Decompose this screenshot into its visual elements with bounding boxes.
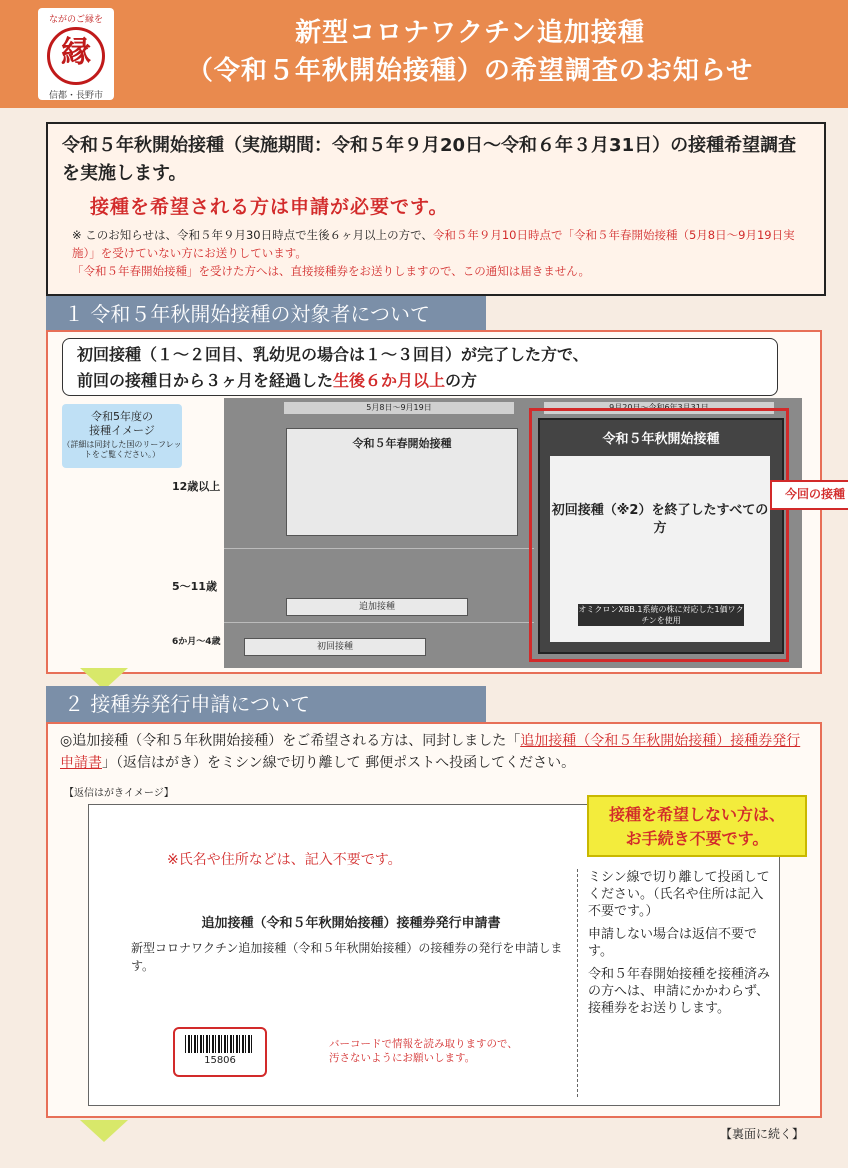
target-suffix: の方 [445, 371, 478, 390]
barcode [173, 1027, 267, 1077]
section-1-title: １ 令和５年秋開始接種の対象者について [46, 296, 486, 332]
notice-heading: 令和５年秋開始接種（実施期間：令和５年９月20日～令和６年３月31日）の接種希望調査を実施します。 [62, 135, 797, 184]
barcode-note-a: バーコードで情報を読み取りますので、 [329, 1038, 518, 1050]
yellow-line-2: お手続き不要です。 [625, 829, 769, 848]
barcode-icon [185, 1035, 253, 1053]
age-6m-4: 6か月～4歳 [172, 637, 221, 647]
instr-b: 」（返信はがき）をミシン線で切り離して 郵便ポストへ投函してください。 [102, 755, 576, 771]
image-callout [62, 404, 182, 468]
barcode-note [329, 1037, 518, 1065]
title-line-2: （令和５年秋開始接種）の希望調査のお知らせ [186, 56, 754, 86]
header-band [0, 0, 848, 108]
period-right: 9月20日～令和6年3月31日 [544, 402, 774, 414]
lane-divider [224, 548, 534, 549]
autumn-highlight-frame [529, 408, 789, 662]
target-line-1: 初回接種（１～２回目、乳幼児の場合は１～３回目）が完了した方で、 [77, 345, 589, 364]
page-title [150, 14, 790, 90]
section-2-title: ２ 接種券発行申請について [46, 686, 486, 722]
spring-box [286, 428, 518, 536]
vaccination-diagram [172, 398, 802, 668]
autumn-main: 初回接種（※2）を終了したすべての方 [551, 503, 769, 536]
target-text: 前回の接種日から３ヶ月を経過した [77, 371, 334, 390]
section-1-box [46, 330, 845, 674]
lane-divider [224, 622, 534, 623]
side-note-b: 申請しない場合は返信不要です。 [588, 927, 758, 959]
note-part-b: 令和５年９月10日時点で「令和５年春開始接種（5月8日～9月19日実施）」を受けていない方にお送りしています。 [72, 228, 795, 260]
first-box: 初回接種 [244, 638, 426, 656]
autumn-header: 令和５年秋開始接種 [602, 432, 720, 447]
spring-box-label: 令和５年春開始接種 [352, 437, 452, 450]
postcard-side-notes [577, 869, 771, 1097]
survey-notice [46, 122, 826, 296]
autumn-vaccine: オミクロンXBB.1系統の株に対応した1価ワクチンを使用 [578, 605, 744, 625]
form-text [131, 915, 571, 975]
barcode-number: 15806 [204, 1055, 236, 1066]
extra-box: 追加接種 [286, 598, 468, 616]
barcode-note-b: 汚さないようにお願いします。 [329, 1052, 476, 1064]
logo-seal-icon: 縁 [47, 27, 105, 85]
logo-tagline: ながのご縁を [48, 15, 103, 25]
callout-line-1: 令和5年度の [91, 410, 153, 423]
instr-a: ◎追加接種（令和５年秋開始接種）をご希望される方は、同封しました「 [60, 733, 521, 749]
callout-line-2: 接種イメージ [89, 424, 155, 437]
age-12-plus: 12歳以上 [172, 480, 221, 493]
form-title: 追加接種（令和５年秋開始接種）接種券発行申請書 [201, 916, 501, 931]
side-note-a: ミシン線で切り離して投函してください。（氏名や住所は記入不要です。） [588, 870, 770, 919]
notice-note [72, 226, 812, 280]
postcard-image-label: 【返信はがきイメージ】 [64, 788, 174, 799]
target-line-2 [77, 368, 763, 394]
age-5-11: 5～11歳 [172, 580, 217, 593]
section-2-box [46, 722, 822, 1118]
this-time-tag: 今回の接種 [770, 480, 848, 510]
side-note-c: 令和５年春開始接種を接種済みの方へは、申請にかかわらず、接種券をお送りします。 [588, 967, 771, 1016]
target-description [62, 338, 778, 396]
yellow-line-1: 接種を希望しない方は、 [608, 805, 785, 824]
city-logo [38, 8, 114, 100]
postcard-image [88, 804, 785, 1106]
application-form-name: 追加接種（令和５年秋開始接種）接種券発行申請書 [60, 733, 801, 771]
form-body: 新型コロナワクチン追加接種（令和５年秋開始接種）の接種券の発行を申請します。 [131, 941, 563, 973]
application-required: 接種を希望される方は申請が必要です。 [90, 196, 449, 218]
target-age: 生後６か月以上 [333, 371, 446, 390]
title-line-1: 新型コロナワクチン追加接種 [295, 18, 645, 48]
continued-on-back: 【裏面に続く】 [719, 1127, 804, 1141]
note-part-a: ※ このお知らせは、令和５年９月30日時点で生後６ヶ月以上の方で、 [72, 228, 433, 242]
down-arrow-icon [80, 1120, 128, 1142]
note-part-c: 「令和５年春開始接種」を受けた方へは、直接接種券をお送りしますので、この通知は届きません。 [72, 264, 590, 278]
no-procedure-note [587, 795, 807, 857]
period-left: 5月8日～9月19日 [284, 402, 514, 414]
no-name-needed-note: ※氏名や住所などは、記入不要です。 [167, 852, 402, 868]
application-instructions [60, 730, 810, 774]
logo-city-name: 信都・長野市 [48, 91, 103, 101]
callout-note: （詳細は同封した国のリーフレットをご覧ください。） [62, 440, 182, 459]
